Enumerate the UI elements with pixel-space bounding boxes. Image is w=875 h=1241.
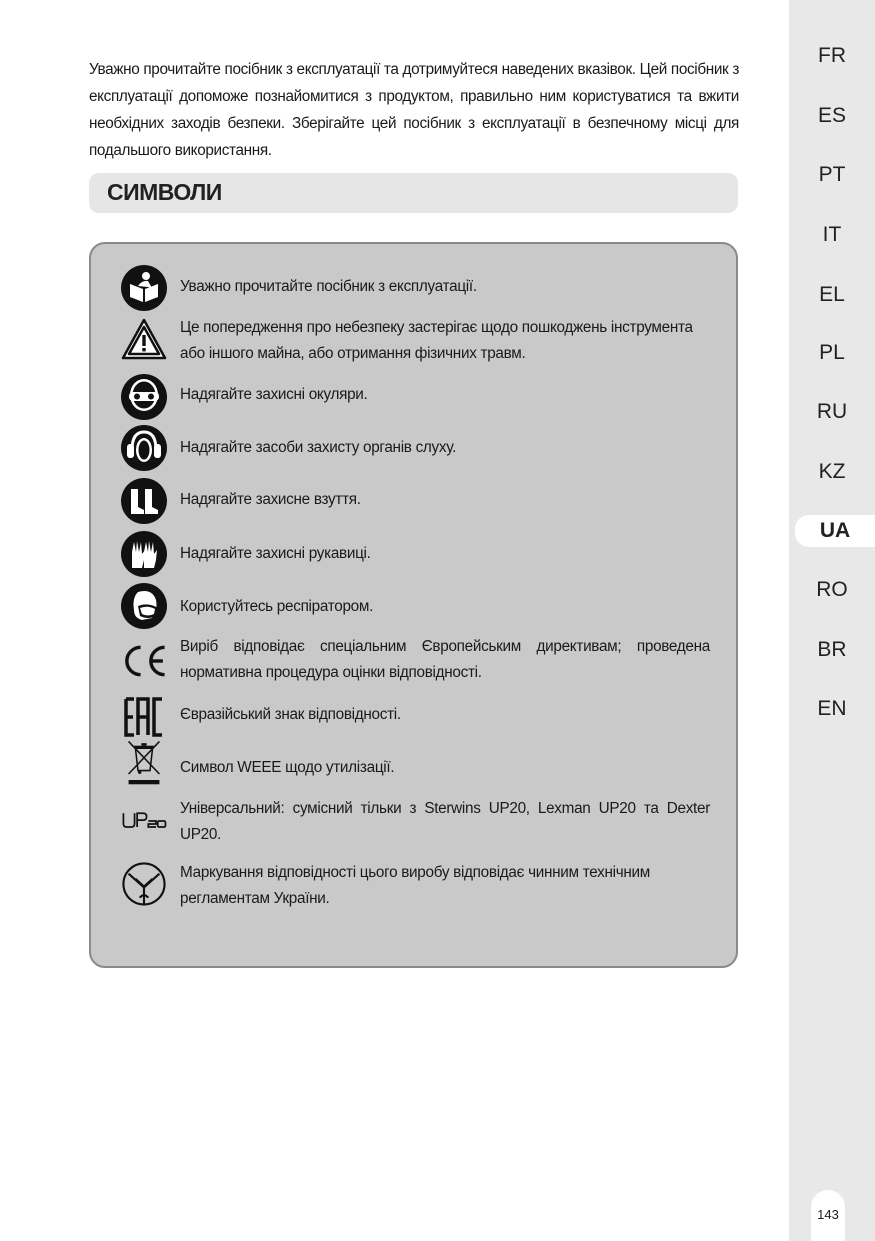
lang-tab-ua-active[interactable]: UA <box>795 515 875 547</box>
manual-icon <box>120 264 168 312</box>
boots-icon <box>120 477 168 525</box>
lang-tab-el[interactable]: EL <box>819 283 845 306</box>
language-sidebar <box>789 0 875 1241</box>
symbol-text-respirator: Користуйтесь респіратором. <box>180 598 374 615</box>
ua-conformity-mark-icon <box>120 860 168 908</box>
lang-tab-ro[interactable]: RO <box>816 578 848 601</box>
symbol-text-manual: Уважно прочитайте посібник з експлуатації. <box>180 278 477 295</box>
symbol-text-goggles: Надягайте захисні окуляри. <box>180 386 368 403</box>
symbol-text-ear-protection: Надягайте засоби захисту органів слуху. <box>180 439 457 456</box>
symbol-text-ce: Виріб відповідає спеціальним Європейським директивам; проведена нормативна процедура оцінки відповідності. <box>180 638 710 681</box>
lang-tab-pl[interactable]: PL <box>819 341 845 364</box>
gloves-icon <box>120 530 168 578</box>
lang-tab-pt[interactable]: PT <box>818 163 846 186</box>
ce-mark-icon <box>120 637 168 685</box>
respirator-icon <box>120 582 168 630</box>
section-heading-bar <box>89 173 738 213</box>
up20-logo-icon <box>120 797 168 845</box>
symbol-text-boots: Надягайте захисне взуття. <box>180 491 361 508</box>
symbol-text-eac: Євразійський знак відповідності. <box>180 706 401 723</box>
lang-tab-br[interactable]: BR <box>817 638 847 661</box>
section-title: СИМВОЛИ <box>107 179 222 205</box>
symbol-text-weee: Символ WEEE щодо утилізації. <box>180 759 395 776</box>
symbol-text-gloves: Надягайте захисні рукавиці. <box>180 545 371 562</box>
lang-tab-ru[interactable]: RU <box>816 400 848 423</box>
lang-tab-es[interactable]: ES <box>817 104 846 127</box>
ear-protection-icon <box>120 424 168 472</box>
lang-tab-en[interactable]: EN <box>817 697 847 720</box>
goggles-icon <box>120 373 168 421</box>
lang-tab-fr[interactable]: FR <box>818 44 846 67</box>
eac-mark-icon <box>120 693 168 741</box>
weee-bin-icon <box>120 738 168 786</box>
lang-tab-kz[interactable]: KZ <box>818 460 846 483</box>
intro-paragraph: Уважно прочитайте посібник з експлуатації та дотримуйтеся наведених вказівок. Цей посібник з експлуатації допоможе познайомитися з продуктом, правильно ним користуватися та вжити необхідних заходів безпеки. Зберігайте цей посібник з експлуатації в безпечному місці для подальшого використання. <box>89 61 739 159</box>
lang-tab-it[interactable]: IT <box>822 223 842 246</box>
symbol-text-up20: Універсальний: сумісний тільки з Sterwins UP20, Lexman UP20 та Dexter UP20. <box>180 800 710 843</box>
warning-triangle-icon <box>120 316 168 364</box>
page-number: 143 <box>811 1190 845 1241</box>
symbol-text-warning: Це попередження про небезпеку застерігає щодо пошкоджень інструмента або іншого майна, або отримання фізичних травм. <box>180 319 693 362</box>
symbol-text-ua-mark: Маркування відповідності цього виробу відповідає чинним технічним регламентам України. <box>180 864 650 907</box>
